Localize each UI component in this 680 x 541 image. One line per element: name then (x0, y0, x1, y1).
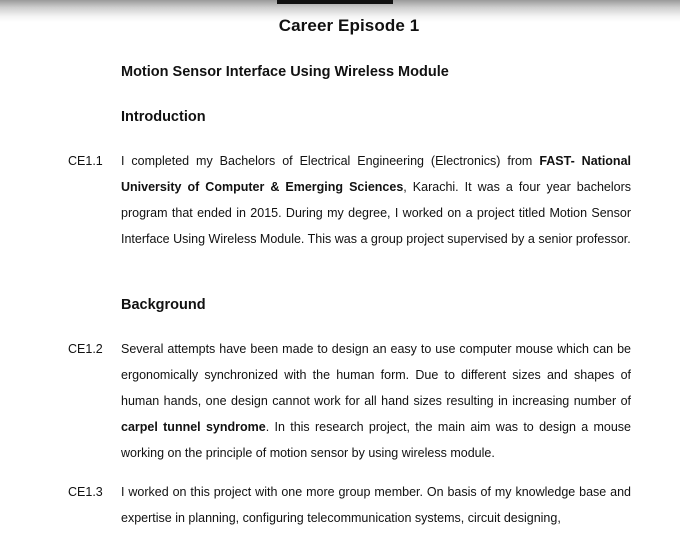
paragraph-ce1-1 (121, 148, 631, 252)
bold-segment: FAST- National University of Computer & Emerging Sciences (121, 154, 631, 194)
paragraph-ce1-3 (121, 479, 631, 531)
top-bar (277, 0, 393, 4)
project-title: Motion Sensor Interface Using Wireless Module (121, 64, 449, 80)
introduction-heading: Introduction (121, 109, 206, 125)
paragraph-segment: I worked on this project with one more group member. On basis of my knowledge base and expertise in planning, configuring telecommunication systems, circuit designing, (121, 485, 631, 525)
background-heading: Background (121, 297, 206, 313)
paragraph-ce1-2 (121, 336, 631, 466)
paragraph-segment: I completed my Bachelors of Electrical Engineering (Electronics) from (121, 154, 540, 168)
paragraph-segment: Several attempts have been made to design an easy to use computer mouse which can be ergonomically synchronized with the human form. Due to different sizes and shapes of human hands, one design cannot work for all hand sizes resulting in increasing number of (121, 342, 631, 408)
paragraph-label-ce1-1: CE1.1 (68, 154, 103, 168)
paragraph-label-ce1-2: CE1.2 (68, 342, 103, 356)
paragraph-label-ce1-3: CE1.3 (68, 485, 103, 499)
bold-segment: carpel tunnel syndrome (121, 420, 266, 434)
document-title: Career Episode 1 (278, 16, 420, 35)
paragraph-segment: . In this research project, the main aim was to design a mouse working on the principle of motion sensor by using wireless module. (121, 420, 631, 460)
paragraph-segment: , Karachi. It was a four year bachelors program that ended in 2015. During my degree, I worked on a project titled Motion Sensor Interface Using Wireless Module. This was a group project supervised by a senior professor. (121, 180, 632, 246)
